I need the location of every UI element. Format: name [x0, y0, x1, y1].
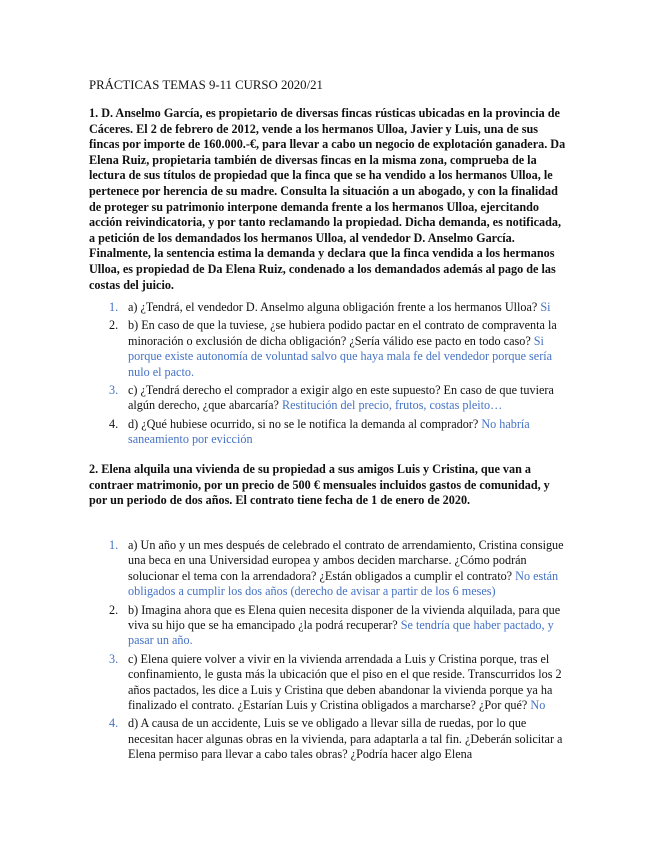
list-item: [109, 652, 564, 714]
question-text: a) ¿Tendrá, el vendedor D. Anselmo alguna obligación frente a los hermanos Ulloa?: [128, 300, 538, 314]
answer-text: Si: [540, 300, 551, 314]
list-item: [109, 318, 564, 380]
question-number: 2.: [109, 602, 119, 617]
list-item: [109, 417, 564, 448]
answer-text: No: [530, 698, 546, 713]
problem-1-question-list: [109, 300, 564, 451]
question-text: c) ¿Tendrá derecho el comprador a exigir algo en este supuesto? En caso de que tuviera algún derecho, ¿que abarcaría?: [128, 383, 554, 413]
problem-1-statement: 1. D. Anselmo García, es propietario de diversas fincas rústicas ubicadas en la provincia de Cáceres. El 2 de febrero de 2012, vende a los hermanos Ulloa, Javier y Luis, una de sus fincas por importe de 160.000.-€, para llevar a cabo un negocio de explotación ganadera. Da Elena Ruiz, propietaria también de diversas fincas en la misma zona, comprueba de la lectura de sus títulos de propiedad que la finca que se ha vendido a los hermanos Ulloa, le pertenece por herencia de su madre. Consulta la situación a un abogado, y con la finalidad de proteger su patrimonio interpone demanda frente a los hermanos Ulloa, ejercitando acción reivindicatoria, y por tanto reclamando la propiedad. Dicha demanda, es notificada, a petición de los demandados los hermanos Ulloa, al vendedor D. Anselmo García. Finalmente, la sentencia estima la demanda y declara que la finca vendida a los hermanos Ulloa, es propiedad de Da Elena Ruiz, condenado a los demandados además al pago de las costas del juicio.: [89, 106, 566, 292]
question-text: d) ¿Qué hubiese ocurrido, si no se le notifica la demanda al comprador?: [128, 416, 479, 431]
question-text: b) En caso de que la tuviese, ¿se hubiera podido pactar en el contrato de compraventa la minoración o exclusión de dicha obligación? ¿Sería válido ese pacto en todo caso?: [128, 318, 557, 348]
question-number: 3.: [109, 383, 119, 398]
list-item: [109, 300, 564, 315]
list-item: [109, 383, 564, 414]
question-number: 1.: [109, 300, 119, 314]
answer-text: Restitución del precio, frutos, costas pleito…: [281, 398, 503, 413]
document-title: PRÁCTICAS TEMAS 9-11 CURSO 2020/21: [89, 78, 323, 92]
list-item: [109, 716, 564, 762]
question-text: d) A causa de un accidente, Luis se ve obligado a llevar silla de ruedas, por lo que necesitan hacer algunas obras en la vivienda, para adaptarla a tal fin. ¿Deberán solicitar a Elena permiso para llevar a cabo tales obras? ¿Podría hacer algo Elena: [128, 716, 563, 762]
list-item: [109, 603, 564, 649]
answer-text: Se tendría que haber pactado, y pasar un año.: [128, 618, 554, 648]
question-number: 1.: [109, 538, 119, 552]
answer-text: Si porque existe autonomía de voluntad salvo que haya mala fe del vendedor porque sería nulo el pacto.: [128, 333, 553, 379]
question-number: 2.: [109, 318, 119, 333]
question-text: a) Un año y un mes después de celebrado el contrato de arrendamiento, Cristina consigue una beca en una Universidad europea y ambos deciden marcharse. ¿Cómo podrán solucionar el tema con la arrendadora? ¿Están obligados a cumplir el contrato?: [128, 538, 564, 583]
question-number: 3.: [109, 651, 119, 666]
question-text: b) Imagina ahora que es Elena quien necesita disponer de la vivienda alquilada, para que viva su hijo que se ha emancipado ¿la podrá recuperar?: [128, 602, 561, 633]
problem-2-statement: 2. Elena alquila una vivienda de su propiedad a sus amigos Luis y Cristina, que van a contraer matrimonio, por un precio de 500 € mensuales incluidos gastos de comunidad, y por un periodo de dos años. El contrato tiene fecha de 1 de enero de 2020.: [89, 462, 550, 508]
answer-text: No están obligados a cumplir los dos años (derecho de avisar a partir de los 6 meses): [128, 568, 559, 599]
problem-2-question-list: [109, 538, 564, 766]
question-number: 4.: [109, 716, 119, 731]
list-item: [109, 538, 564, 600]
question-text: c) Elena quiere volver a vivir en la vivienda arrendada a Luis y Cristina porque, tras el confinamiento, le gusta más la ubicación que el piso en el que reside. Transcurridos los 2 años pactados, les dice a Luis y Cristina que deben abandonar la vivienda porque ya ha finalizado el contrato. ¿Estarían Luis y Cristina obligados a marcharse? ¿Por qué?: [128, 651, 562, 713]
answer-text: No habría saneamiento por evicción: [128, 416, 530, 447]
question-number: 4.: [109, 416, 119, 431]
